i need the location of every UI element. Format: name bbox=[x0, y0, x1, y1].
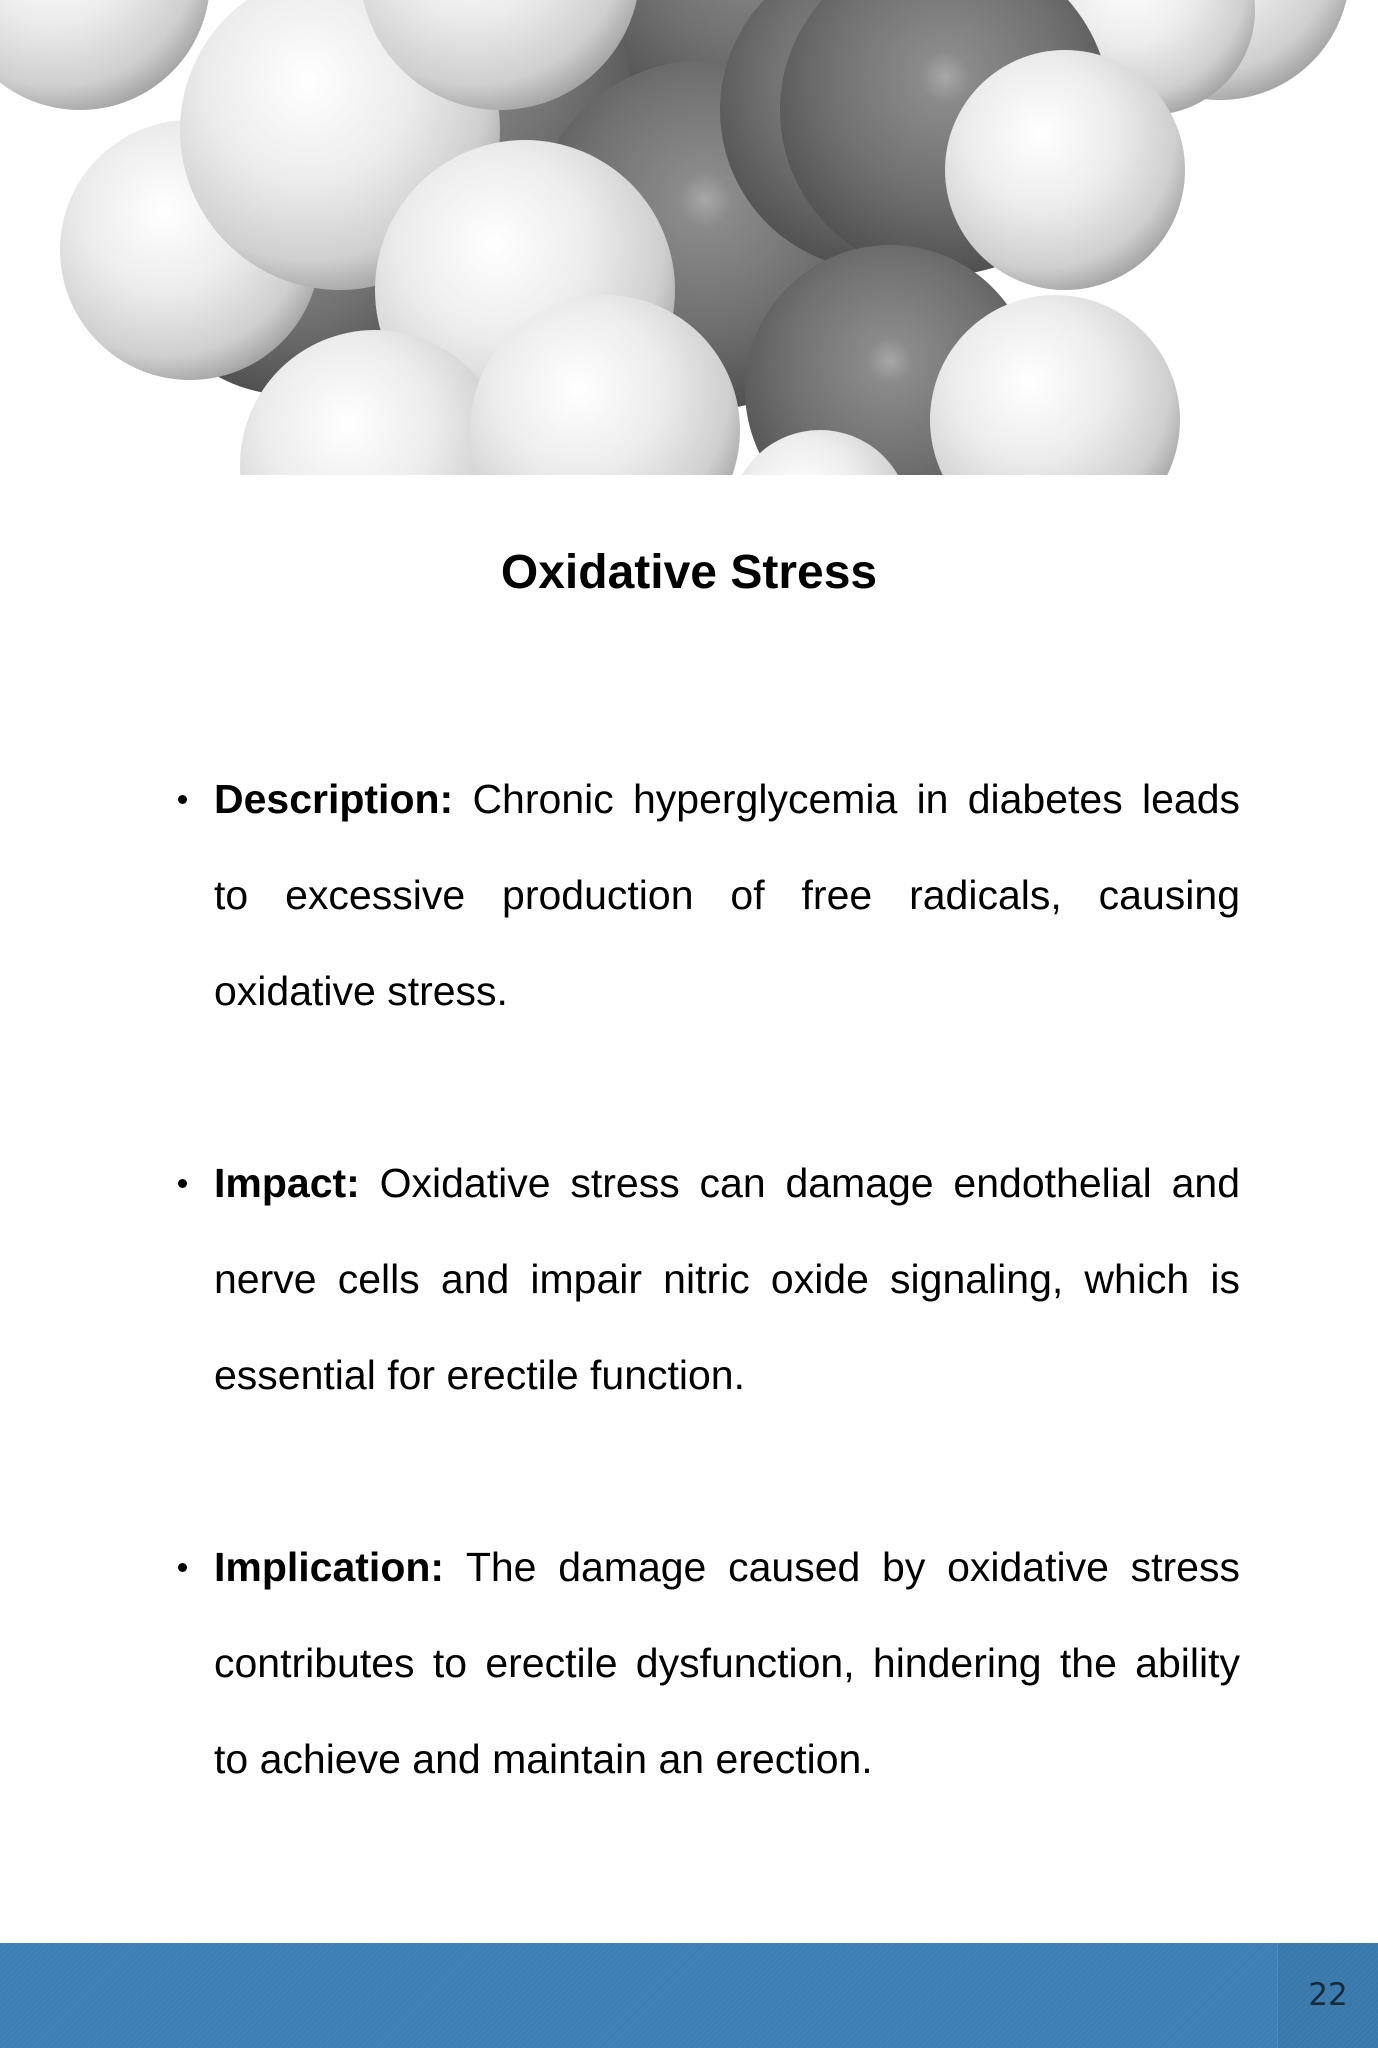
bullet-dot bbox=[178, 1563, 187, 1572]
bullet-item-implication bbox=[168, 1519, 1240, 1807]
bullet-text: Oxidative stress can damage endothelial and nerve cells and impair nitric oxide signaling, which is essential for erectile function. bbox=[214, 1160, 1240, 1398]
bullet-label: Impact: bbox=[214, 1160, 380, 1206]
bullet-list bbox=[168, 751, 1240, 1807]
bullet-dot bbox=[178, 1179, 187, 1188]
bullet-text: Chronic hyperglycemia in diabetes leads to excessive production of free radicals, causing oxidative stress. bbox=[214, 776, 1240, 1014]
bullet-dot bbox=[178, 795, 187, 804]
bullet-label: Implication: bbox=[214, 1544, 466, 1590]
page-number: 22 bbox=[1308, 1977, 1348, 2013]
molecule-illustration bbox=[0, 0, 1378, 475]
page-title: Oxidative Stress bbox=[500, 546, 878, 599]
page-number-box bbox=[1277, 1943, 1378, 2048]
bullet-item-impact bbox=[168, 1135, 1240, 1423]
bullet-item-description bbox=[168, 751, 1240, 1039]
bullet-text: The damage caused by oxidative stress contributes to erectile dysfunction, hindering the ability to achieve and maintain an erection. bbox=[214, 1544, 1240, 1782]
bullet-label: Description: bbox=[214, 776, 473, 822]
molecule-image bbox=[0, 0, 1378, 475]
molecule-atoms bbox=[0, 0, 1350, 475]
footer-bar bbox=[0, 1943, 1378, 2048]
